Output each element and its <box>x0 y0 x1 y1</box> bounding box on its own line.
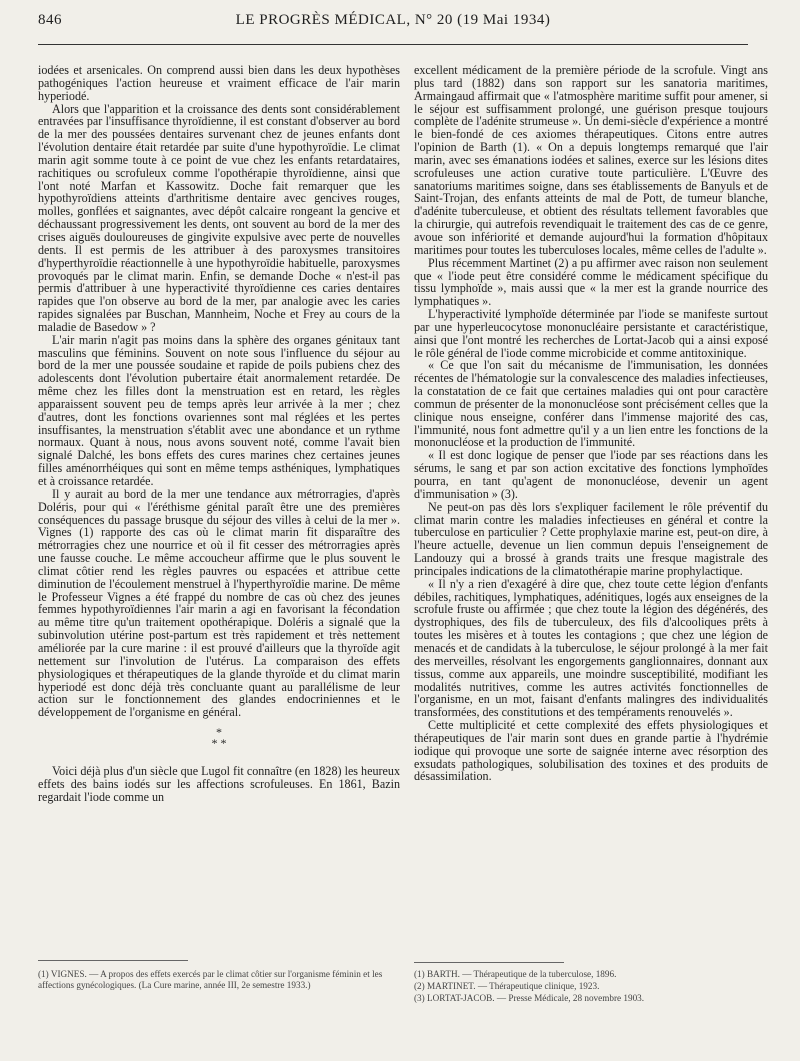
paragraph: Voici déjà plus d'un siècle que Lugol fit connaître (en 1828) les heureux effets des bains iodés sur les affections scrofuleuses. En 1861, Bazin regardait l'iode comme un <box>38 764 400 804</box>
footnote: (1) BARTH. — Thérapeutique de la tuberculose, 1896. <box>414 969 617 979</box>
footnote: (2) MARTINET. — Thérapeutique clinique, 1923. <box>414 981 600 991</box>
paragraph: iodées et arsenicales. On comprend aussi bien dans les deux hypothèses pathogéniques l'action heureuse et vraiment efficace de l'air marin hyperiodé. <box>38 63 400 103</box>
footnotes-left <box>38 960 383 992</box>
paragraph: excellent médicament de la première période de la scrofule. Vingt ans plus tard (1882) dans son rapport sur les sanatoria maritimes, Armaingaud affirmait que « l'atmosphère maritime suffit pour amener, si le séjour est suffisamment prolongé, une guérison presque toujours complète de l'adénite strumeuse ». Un demi-siècle d'expérience a montré le bien-fondé de ces axiomes thérapeutiques. Citons entre autres l'opinion de Barth (1). « On a depuis longtemps remarqué que l'air marin, avec ses émanations iodées et salines, exerce sur les lésions dites scrofuleuses une action curative toute particulière. L'Œuvre des sanatoriums maritimes soigne, dans ses établissements de Banyuls et de Saint-Trojan, des enfants atteints de mal de Pott, de tumeur blanche, d'adénite tuberculeuse, et obtient des résultats tellement favorables que la chirurgie, qui autrefois revendiquait le traitement des cas de ce genre, avoue son infériorité et demande aujourd'hui la formation d'hôpitaux maritimes pour toutes les tuberculoses locales, même celles de l'adulte ». <box>414 63 768 257</box>
running-title: LE PROGRÈS MÉDICAL, N° 20 (19 Mai 1934) <box>235 12 551 28</box>
paragraph: Ne peut-on pas dès lors s'expliquer facilement le rôle préventif du climat marin contre les maladies infectieuses en général et contre la tuberculose en particulier ? Cette prophylaxie marine est, peut-on dire, à l'heure actuelle, devenue un lien commun depuis l'enseignement de Landouzy qui a brossé à grands traits une fresque magistrale des principales indications de la climatothérapie marine prophylactique. <box>414 499 768 578</box>
paragraph: Il y aurait au bord de la mer une tendance aux métrorragies, d'après Doléris, pour qui « l'éréthisme génital paraît être une des premières conséquences du passage brusque du séjour des villes à celui de la mer ». Vignes (1) rapporte des cas où le climat marin fit disparaître des métrorragies chez une nourrice et où il fit cesser des métrorragies après une fausse couche. Le même accoucheur affirme que le plus souvent le climat côtier rend les règles pauvres ou espacées et attribue cette diminution de l'écoulement menstruel à l'hyperthyroïdie marine. De même le Professeur Vignes a été frappé du nombre de cas où chez des jeunes femmes hypothyroïdiennes l'air marin a agi en favorisant la fécondation au même titre qu'un traitement opothérapique. Doléris a signalé que la subinvolution utérine post-partum est très rapidement et très nettement améliorée par la cure marine : il est prouvé d'ailleurs que la thyroïde agit nettement sur l'involution de l'utérus. La comparaison des effets physiologiques et thérapeutiques de la glande thyroïde et du climat marin hyperiodé est donc déjà très concluante quant au parallélisme de leur action sur le fonctionnement des glandes endocriniennes et le développement de l'organisme en général. <box>38 486 400 720</box>
footnote: (1) VIGNES. — A propos des effets exercés par le climat côtier sur l'organisme féminin et les affections gynécologiques. (La Cure marine, année III, 2e semestre 1933.) <box>38 969 383 990</box>
paragraph: « Il est donc logique de penser que l'iode par ses réactions dans les sérums, le sang et par son action excitative des fonctions lymphoïdes pourra, en tant qu'agent de mononucléose, devenir un agent d'immunisation » (3). <box>414 448 768 501</box>
footnotes-right <box>414 962 645 1005</box>
separator-star-bottom: * * <box>211 736 227 751</box>
paragraph: « Ce que l'on sait du mécanisme de l'immunisation, les données récentes de l'hématologie sur la convalescence des maladies infectieuses, la constatation de ce fait que certaines maladies qui ont pour caractère commun de présenter de la mononucléose sont précisément celles que la clinique nous enseigne, conférer dans l'immense majorité des cas, l'immunité, nous font admettre qu'il y a un lien entre les fonctions de la mononucléose et la production de l'immunité. <box>414 358 768 450</box>
paragraph: Alors que l'apparition et la croissance des dents sont considérablement entravées par l'insuffisance thyroïdienne, il est constant d'observer au bord de la mer des poussées dentaires survenant chez de jeunes enfants dont l'évolution dentaire était retardée par suite d'une hypothyroïdie. Le climat marin agit somme toute à ce point de vue chez les enfants retardataires, rachitiques ou scrofuleux comme l'opothérapie thyroïdienne, ainsi que l'ont noté Marfan et Kassowitz. Doche fait remarquer que les hypothyroïdiens atteints d'arthritisme dentaire avec gencives rouges, molles, gonflées et saignantes, avec dépôt calcaire rongeant la gencive et déchaussant progressivement les dents, ont souvent au bord de la mer des crises aiguës douloureuses de gingivite expulsive avec perte de nouvelles dents. Il est permis de les attribuer à des paroxysmes transitoires d'hyperthyroïdie réactionnelle à une hypothyroïdie habituelle, paroxysmes provoqués par le climat marin. Enfin, se demande Doche « n'est-il pas permis d'attribuer à une hyperactivité thyroïdienne ces caries dentaires rapides que l'on observe au bord de la mer, par analogie avec les caries rapides signalées par Buschan, Mannheim, Noche et Frey au cours de la maladie de Basedow » ? <box>38 101 400 334</box>
page-number: 846 <box>38 12 62 28</box>
paragraph: L'hyperactivité lymphoïde déterminée par l'iode se manifeste surtout par une hyperleucocytose mononucléaire persistante et caractéristique, ainsi que l'ont montré les recherches de Lortat-Jacob qui a ainsi exposé le rôle général de l'iode comme microbicide et comme antitoxinique. <box>414 307 768 360</box>
paragraph: « Il n'y a rien d'exagéré à dire que, chez toute cette légion d'enfants débiles, rachitiques, lymphatiques, adénitiques, logés aux enseignes de la scrofule fruste ou affirmée ; que chez toute la légion des dégénérés, des dystrophiques, des fils de tuberculeux, des fils d'alcooliques prêts à toutes les misères et à toutes les contagions ; que chez une légion de menacés et de candidats à la tuberculose, le séjour prolongé à la mer fait des merveilles, résolvant les engorgements ganglionnaires, donnant aux tissus, comme aux appareils, une moindre susceptibilité, modifiant les modalités nutritives, comme les autres activités fonctionnelles de l'organisme, en un mot, faisant d'enfants malingres des individualités transformées, des constitutions et des tempéraments renouvelés ». <box>414 576 768 720</box>
paragraph: Plus récemment Martinet (2) a pu affirmer avec raison non seulement que « l'iode peut être considéré comme le médicament spécifique du tissu lymphoïde », mais aussi que « la mer est la grande nourrice des lymphatiques ». <box>414 255 768 309</box>
header-rule <box>38 44 748 45</box>
right-column <box>414 64 768 783</box>
page-header <box>38 12 748 34</box>
paragraph: Cette multiplicité et cette complexité des effets physiologiques et thérapeutiques de l'air marin sont dues en grande partie à l'hydrémie iodique qui provoque une sorte de saignée interne avec résorption des exsudats pathologiques, solubilisation des toxines et des produits de désassimilation. <box>414 718 768 784</box>
separator-star-top: * <box>216 725 222 740</box>
paragraph: L'air marin n'agit pas moins dans la sphère des organes génitaux tant masculins que féminins. Souvent on note sous l'influence du séjour au bord de la mer une poussée soudaine et rapide de poils pubiens chez des adolescents dont l'évolution pubertaire était anormalement retardée. De même chez les filles dont la menstruation est en retard, les règles apparaissent souvent peu de temps après leur arrivée à la mer ; chez d'autres, dont les fonctions ovariennes sont mal réglées et les pertes insuffisantes, la menstruation s'établit avec une abondance et un rythme normaux. Quant à nous, nous avons souvent noté, comme l'avait bien signalé Dalché, les bons effets des cures marines chez certaines jeunes filles aménorrhéiques qui sont en même temps asthéniques, lymphatiques et à croissance retardée. <box>38 332 400 488</box>
left-column <box>38 64 400 804</box>
section-separator <box>38 727 400 749</box>
footnote: (3) LORTAT-JACOB. — Presse Médicale, 28 novembre 1903. <box>414 993 645 1003</box>
